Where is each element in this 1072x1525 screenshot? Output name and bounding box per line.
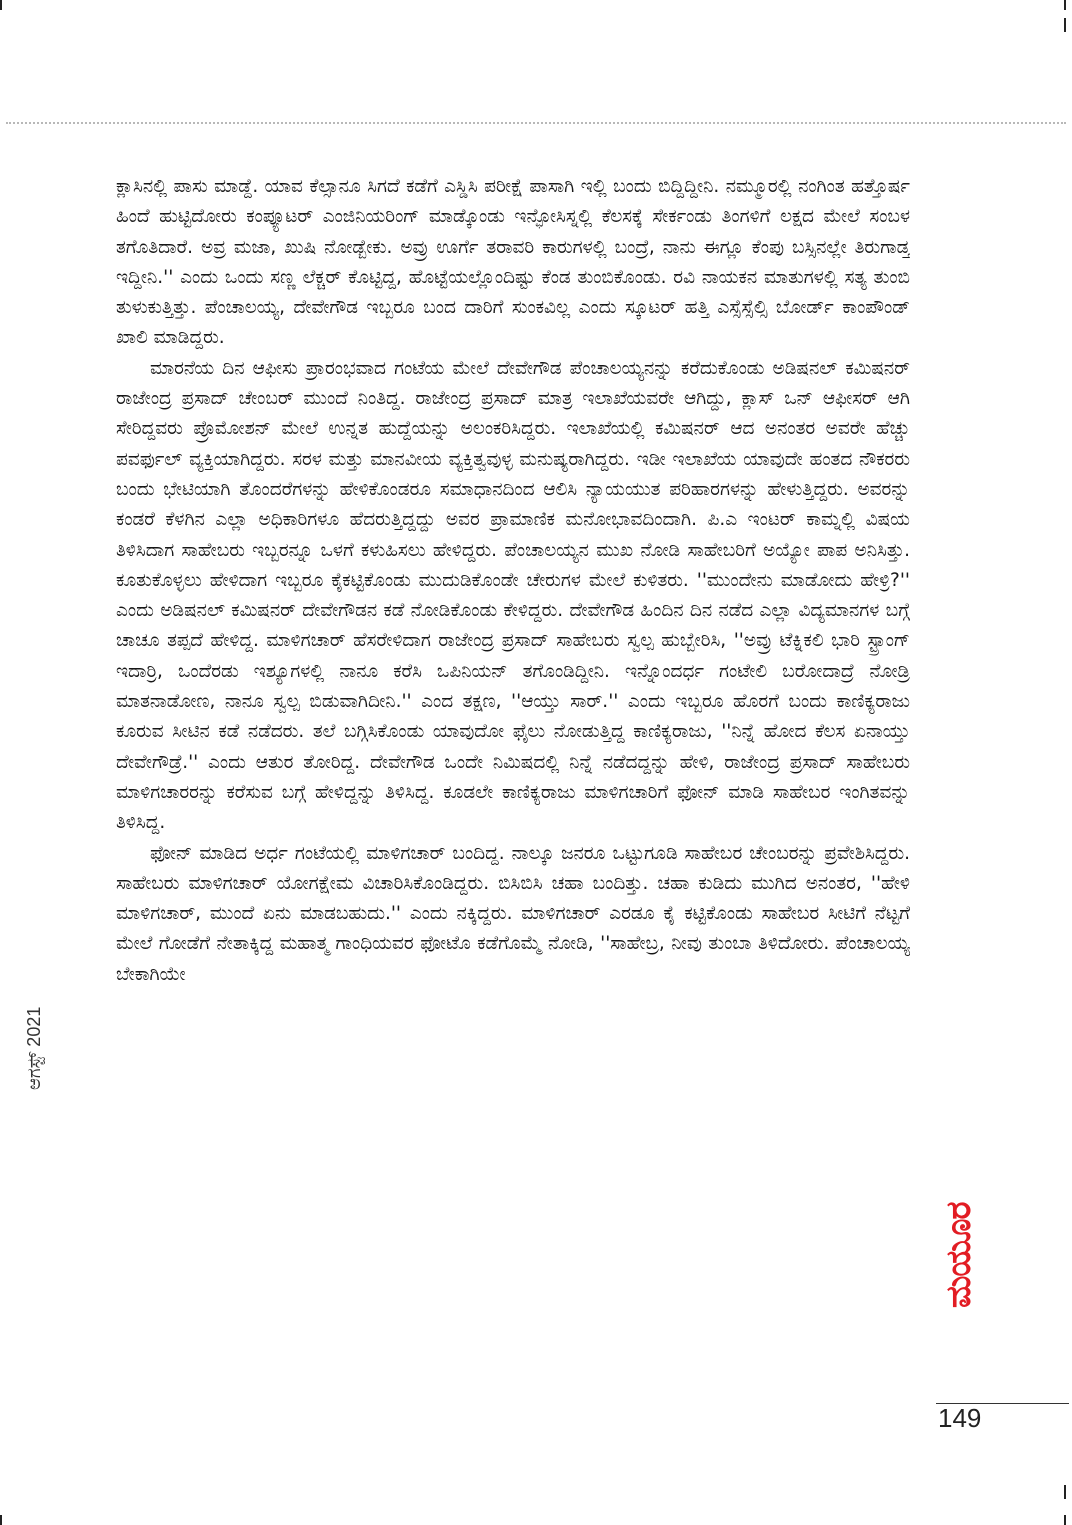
article-body	[116, 172, 910, 1404]
header-dotted-rule	[6, 122, 1066, 124]
paragraph-1: ಕ್ಲಾಸಿನಲ್ಲಿ ಪಾಸು ಮಾಡ್ದೆ. ಯಾವ ಕೆಲ್ಸಾನೂ ಸಿಗದೆ ಕಡೆಗೆ ಎಸ್ಡಿಸಿ ಪರೀಕ್ಷೆ ಪಾಸಾಗಿ ಇಲ್ಲಿ ಬಂದು ಬಿದ್ದಿದ್ದೀನಿ. ನಮ್ಮೂರಲ್ಲಿ ನಂಗಿಂತ ಹತ್ತೊರ್ಷ ಹಿಂದೆ ಹುಟ್ಟಿದೋರು ಕಂಪ್ಯೂಟರ್ ಎಂಜಿನಿಯರಿಂಗ್ ಮಾಡ್ಕೊಂಡು ಇನ್ಫೋಸಿಸ್ನಲ್ಲಿ ಕೆಲಸಕ್ಕೆ ಸೇರ್ಕಂಡು ತಿಂಗಳಿಗೆ ಲಕ್ಷದ ಮೇಲೆ ಸಂಬಳ ತಗೊತಿದಾರೆ. ಅವ್ರ ಮಜಾ, ಖುಷಿ ನೋಡ್ಬೇಕು. ಅವ್ರು ಊರ್ಗೆ ತರಾವರಿ ಕಾರುಗಳಲ್ಲಿ ಬಂದ್ರೆ, ನಾನು ಈಗ್ಲೂ ಕೆಂಪು ಬಸ್ಸಿನಲ್ಲೇ ತಿರುಗಾಡ್ತ ಇದ್ದೀನಿ.'' ಎಂದು ಒಂದು ಸಣ್ಣ ಲೆಕ್ಚರ್ ಕೊಟ್ಟಿದ್ದ, ಹೊಟ್ಟೆಯಲ್ಲೊಂದಿಷ್ಟು ಕೆಂಡ ತುಂಬಿಕೊಂಡು. ರವಿ ನಾಯಕನ ಮಾತುಗಳಲ್ಲಿ ಸತ್ಯ ತುಂಬಿ ತುಳುಕುತ್ತಿತ್ತು. ಪೆಂಚಾಲಯ್ಯ, ದೇವೇಗೌಡ ಇಬ್ಬರೂ ಬಂದ ದಾರಿಗೆ ಸುಂಕವಿಲ್ಲ ಎಂದು ಸ್ಕೂಟರ್ ಹತ್ತಿ ಎಸ್ಸೆಸ್ಸೆಲ್ಸಿ ಬೋರ್ಡ್ ಕಾಂಪೌಂಡ್ ಖಾಲಿ ಮಾಡಿದ್ದರು.	[116, 176, 910, 349]
crop-mark-top-left	[0, 0, 2, 10]
paragraph-3: ಫೋನ್ ಮಾಡಿದ ಅರ್ಧ ಗಂಟೆಯಲ್ಲಿ ಮಾಳಿಗಚಾರ್ ಬಂದಿದ್ದ. ನಾಲ್ಕೂ ಜನರೂ ಒಟ್ಟುಗೂಡಿ ಸಾಹೇಬರ ಚೇಂಬರನ್ನು ಪ್ರವೇಶಿಸಿದ್ದರು. ಸಾಹೇಬರು ಮಾಳಿಗಚಾರ್ ಯೋಗಕ್ಷೇಮ ವಿಚಾರಿಸಿಕೊಂಡಿದ್ದರು. ಬಿಸಿಬಿಸಿ ಚಹಾ ಬಂದಿತ್ತು. ಚಹಾ ಕುಡಿದು ಮುಗಿದ ಅನಂತರ, ''ಹೇಳಿ ಮಾಳಿಗಚಾರ್, ಮುಂದೆ ಏನು ಮಾಡಬಹುದು.'' ಎಂದು ನಕ್ಕಿದ್ದರು. ಮಾಳಿಗಚಾರ್ ಎರಡೂ ಕೈ ಕಟ್ಟಿಕೊಂಡು ಸಾಹೇಬರ ಸೀಟಿಗೆ ನೆಟ್ಟಗೆ ಮೇಲೆ ಗೋಡೆಗೆ ನೇತಾಕ್ಕಿದ್ದ ಮಹಾತ್ಮ ಗಾಂಧಿಯವರ ಫೋಟೊ ಕಡೆಗೊಮ್ಮೆ ನೋಡಿ, ''ಸಾಹೇಬ್ರ, ನೀವು ತುಂಬಾ ತಿಳಿದೋರು. ಪೆಂಚಾಲಯ್ಯ ಬೇಕಾಗಿಯೇ	[116, 842, 910, 985]
paragraph-2: ಮಾರನೆಯ ದಿನ ಆಫೀಸು ಪ್ರಾರಂಭವಾದ ಗಂಟೆಯ ಮೇಲೆ ದೇವೇಗೌಡ ಪೆಂಚಾಲಯ್ಯನನ್ನು ಕರೆದುಕೊಂಡು ಅಡಿಷನಲ್ ಕಮಿಷನರ್ ರಾಜೇಂದ್ರ ಪ್ರಸಾದ್ ಚೇಂಬರ್ ಮುಂದೆ ನಿಂತಿದ್ದ. ರಾಜೇಂದ್ರ ಪ್ರಸಾದ್ ಮಾತ್ರ ಇಲಾಖೆಯವರೇ ಆಗಿದ್ದು, ಕ್ಲಾಸ್ ಒನ್ ಆಫೀಸರ್ ಆಗಿ ಸೇರಿದ್ದವರು ಪ್ರೊಮೋಶನ್ ಮೇಲೆ ಉನ್ನತ ಹುದ್ದೆಯನ್ನು ಅಲಂಕರಿಸಿದ್ದರು. ಇಲಾಖೆಯಲ್ಲಿ ಕಮಿಷನರ್ ಆದ ಅನಂತರ ಅವರೇ ಹೆಚ್ಚು ಪವರ್ಫುಲ್ ವ್ಯಕ್ತಿಯಾಗಿದ್ದರು. ಸರಳ ಮತ್ತು ಮಾನವೀಯ ವ್ಯಕ್ತಿತ್ವವುಳ್ಳ ಮನುಷ್ಯರಾಗಿದ್ದರು. ಇಡೀ ಇಲಾಖೆಯ ಯಾವುದೇ ಹಂತದ ನೌಕರರು ಬಂದು ಭೇಟಿಯಾಗಿ ತೊಂದರೆಗಳನ್ನು ಹೇಳಿಕೊಂಡರೂ ಸಮಾಧಾನದಿಂದ ಆಲಿಸಿ ನ್ಯಾಯಯುತ ಪರಿಹಾರಗಳನ್ನು ಹೇಳುತ್ತಿದ್ದರು. ಅವರನ್ನು ಕಂಡರೆ ಕೆಳಗಿನ ಎಲ್ಲಾ ಅಧಿಕಾರಿಗಳೂ ಹೆದರುತ್ತಿದ್ದದ್ದು ಅವರ ಪ್ರಾಮಾಣಿಕ ಮನೋಭಾವದಿಂದಾಗಿ. ಪಿ.ಎ ಇಂಟರ್ ಕಾಮ್ನಲ್ಲಿ ವಿಷಯ ತಿಳಿಸಿದಾಗ ಸಾಹೇಬರು ಇಬ್ಬರನ್ನೂ ಒಳಗೆ ಕಳುಹಿಸಲು ಹೇಳಿದ್ದರು. ಪೆಂಚಾಲಯ್ಯನ ಮುಖ ನೋಡಿ ಸಾಹೇಬರಿಗೆ ಅಯ್ಯೋ ಪಾಪ ಅನಿಸಿತ್ತು. ಕೂತುಕೊಳ್ಳಲು ಹೇಳಿದಾಗ ಇಬ್ಬರೂ ಕೈಕಟ್ಟಿಕೊಂಡು ಮುದುಡಿಕೊಂಡೇ ಚೇರುಗಳ ಮೇಲೆ ಕುಳಿತರು. ''ಮುಂದೇನು ಮಾಡೋದು ಹೇಳ್ರಿ?'' ಎಂದು ಅಡಿಷನಲ್ ಕಮಿಷನರ್ ದೇವೇಗೌಡನ ಕಡೆ ನೋಡಿಕೊಂಡು ಕೇಳಿದ್ದರು. ದೇವೇಗೌಡ ಹಿಂದಿನ ದಿನ ನಡೆದ ಎಲ್ಲಾ ವಿದ್ಯಮಾನಗಳ ಬಗ್ಗೆ ಚಾಚೂ ತಪ್ಪದೆ ಹೇಳಿದ್ದ. ಮಾಳಿಗಚಾರ್ ಹೆಸರೇಳಿದಾಗ ರಾಜೇಂದ್ರ ಪ್ರಸಾದ್ ಸಾಹೇಬರು ಸ್ವಲ್ಪ ಹುಬ್ಬೇರಿಸಿ, ''ಅವ್ರು ಟೆಕ್ನಿಕಲಿ ಭಾರಿ ಸ್ಟ್ರಾಂಗ್ ಇದಾರ್ರಿ, ಒಂದೆರಡು ಇಶ್ಯೂಗಳಲ್ಲಿ ನಾನೂ ಕರೆಸಿ ಒಪಿನಿಯನ್ ತಗೊಂಡಿದ್ದೀನಿ. ಇನ್ನೊಂದರ್ಧ ಗಂಟೇಲಿ ಬರೋದಾದ್ರೆ ನೋಡ್ರಿ ಮಾತನಾಡೋಣ, ನಾನೂ ಸ್ವಲ್ಪ ಬಿಡುವಾಗಿದೀನಿ.'' ಎಂದ ತಕ್ಷಣ, ''ಆಯ್ತು ಸಾರ್.'' ಎಂದು ಇಬ್ಬರೂ ಹೊರಗೆ ಬಂದು ಕಾಣಿಕ್ಯರಾಜು ಕೂರುವ ಸೀಟಿನ ಕಡೆ ನಡೆದರು. ತಲೆ ಬಗ್ಗಿಸಿಕೊಂಡು ಯಾವುದೋ ಫೈಲು ನೋಡುತ್ತಿದ್ದ ಕಾಣಿಕ್ಯರಾಜು, ''ನಿನ್ನೆ ಹೋದ ಕೆಲಸ ಏನಾಯ್ತು ದೇವೇಗೌಡ್ರೆ.'' ಎಂದು ಆತುರ ತೋರಿದ್ದ. ದೇವೇಗೌಡ ಒಂದೇ ನಿಮಿಷದಲ್ಲಿ ನಿನ್ನೆ ನಡೆದದ್ದನ್ನು ಹೇಳಿ, ರಾಜೇಂದ್ರ ಪ್ರಸಾದ್ ಸಾಹೇಬರು ಮಾಳಿಗಚಾರರನ್ನು ಕರೆಸುವ ಬಗ್ಗೆ ಹೇಳಿದ್ದನ್ನು ತಿಳಿಸಿದ್ದ. ಕೂಡಲೇ ಕಾಣಿಕ್ಯರಾಜು ಮಾಳಿಗಚಾರಿಗೆ ಫೋನ್ ಮಾಡಿ ಸಾಹೇಬರ ಇಂಗಿತವನ್ನು ತಿಳಿಸಿದ್ದ.	[116, 357, 910, 834]
crop-mark-bottom-right	[1064, 1515, 1066, 1525]
crop-mark-right-top	[1064, 18, 1066, 32]
crop-mark-right-bottom	[1064, 1485, 1066, 1499]
magazine-logo: ಮಯೂರ	[939, 1202, 979, 1308]
crop-mark-top-right	[1064, 0, 1066, 10]
page-number: 149	[938, 1403, 982, 1433]
issue-date: ಆಗಸ್ಟ್ 2021	[24, 1006, 44, 1090]
crop-mark-bottom-left	[0, 1515, 2, 1525]
